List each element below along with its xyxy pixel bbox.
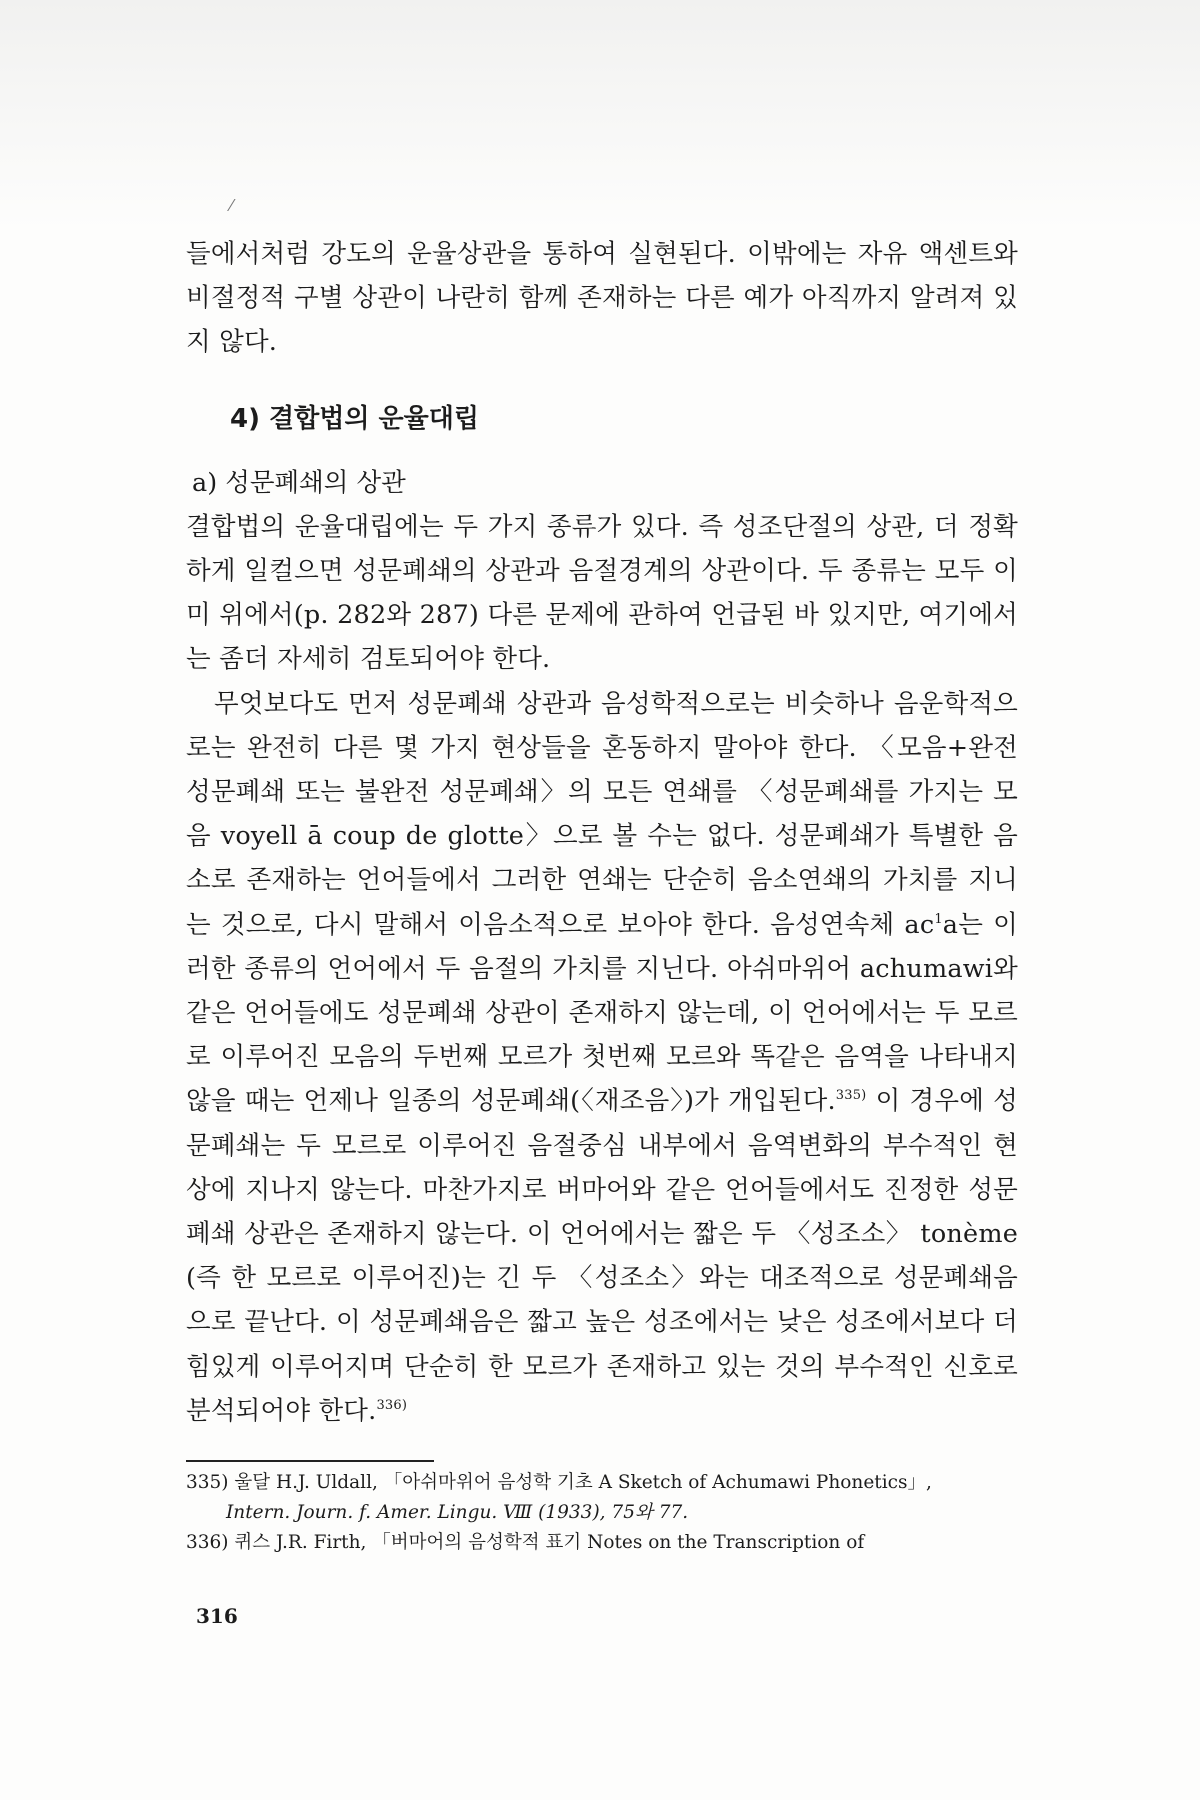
paragraph-types: 결합법의 운율대립에는 두 가지 종류가 있다. 즉 성조단절의 상관, 더 정확하게 일컬으면 성문폐쇄의 상관과 음절경계의 상관이다. 두 종류는 모두 이미 위에서(p. 282와 287) 다른 문제에 관하여 언급된 바 있지만, 여기에서는 좀더 자세히 검토되어야 한다.: [186, 511, 1018, 675]
page-number: 316: [196, 1604, 238, 1628]
footnote-335-continuation: Intern. Journ. f. Amer. Lingu. Ⅷ (1933), 75와 77.: [226, 1502, 689, 1523]
paragraph-text-part: 이 경우에 성문폐쇄는 두 모르로 이루어진 음절중심 내부에서 음역변화의 부수적인 현상에 지나지 않는다. 마찬가지로 버마어와 같은 언어들에서도 진정한 성문폐쇄 상관은 존재하지 않는다. 이 언어에서는 짧은 두 〈성조소〉 tonème (즉 한 모르로 이루어진)는 긴 두 〈성조소〉와는 대조적으로 성문폐쇄음으로 끝난다. 이 성문폐쇄음은 짧고 높은 성조에서는 낮은 성조에서보다 더 힘있게 이루어지며 단순히 한 모르가 존재하고 있는 것의 부수적인 신호로 분석되어야 한다.: [186, 1086, 1019, 1426]
footnote-reference-336[interactable]: 336): [376, 1397, 408, 1413]
footnote-336: 336) 퀴스 J.R. Firth, 「버마어의 음성학적 표기 Notes on the Transcription of: [186, 1532, 865, 1553]
section-heading: 4) 결합법의 운율대립: [230, 403, 480, 434]
paragraph-intro: 들에서처럼 강도의 운율상관을 통하여 실현된다. 이밖에는 자유 액센트와 비절정적 구별 상관이 나란히 함께 존재하는 다른 예가 아직까지 알려져 있지 않다.: [186, 239, 1018, 358]
paragraph-glottal-stop: [186, 682, 1018, 1433]
footnotes: [186, 1468, 1018, 1558]
stray-pen-mark: ⁄: [230, 196, 233, 215]
body-text: [186, 232, 1018, 1433]
scan-shading: [0, 0, 1200, 230]
paragraph-text-part: a는 이러한 종류의 언어에서 두 음절의 가치를 지닌다. 아쉬마위어 achumawi와 같은 언어들에도 성문폐쇄 상관이 존재하지 않는데, 이 언어에서는 두 모르로 이루어진 모음의 두번째 모르가 첫번째 모르와 똑같은 음역을 나타내지 않을 때는 언제나 일종의 성문폐쇄(〈재조음〉)가 개입된다.: [186, 909, 1018, 1117]
subsection-heading: a) 성문폐쇄의 상관: [192, 467, 406, 498]
superscript: 1: [934, 911, 943, 927]
footnote-divider: [186, 1460, 434, 1462]
paragraph-text-part: 무엇보다도 먼저 성문폐쇄 상관과 음성학적으로는 비슷하나 음운학적으로는 완전히 다른 몇 가지 현상들을 혼동하지 말아야 한다. 〈모음+완전 성문폐쇄 또는 불완전 성문폐쇄〉의 모든 연쇄를 〈성문폐쇄를 가지는 모음 voyell ā coup de glotte〉으로 볼 수는 없다. 성문폐쇄가 특별한 음소로 존재하는 언어들에서 그러한 연쇄는 단순히 음소연쇄의 가치를 지니는 것으로, 다시 말해서 이음소적으로 보아야 한다. 음성연속체 ac: [186, 688, 1018, 940]
footnote-335: 335) 울달 H.J. Uldall, 「아쉬마위어 음성학 기초 A Sketch of Achumawi Phonetics」,: [186, 1472, 932, 1493]
footnote-reference-335[interactable]: 335): [835, 1088, 867, 1104]
